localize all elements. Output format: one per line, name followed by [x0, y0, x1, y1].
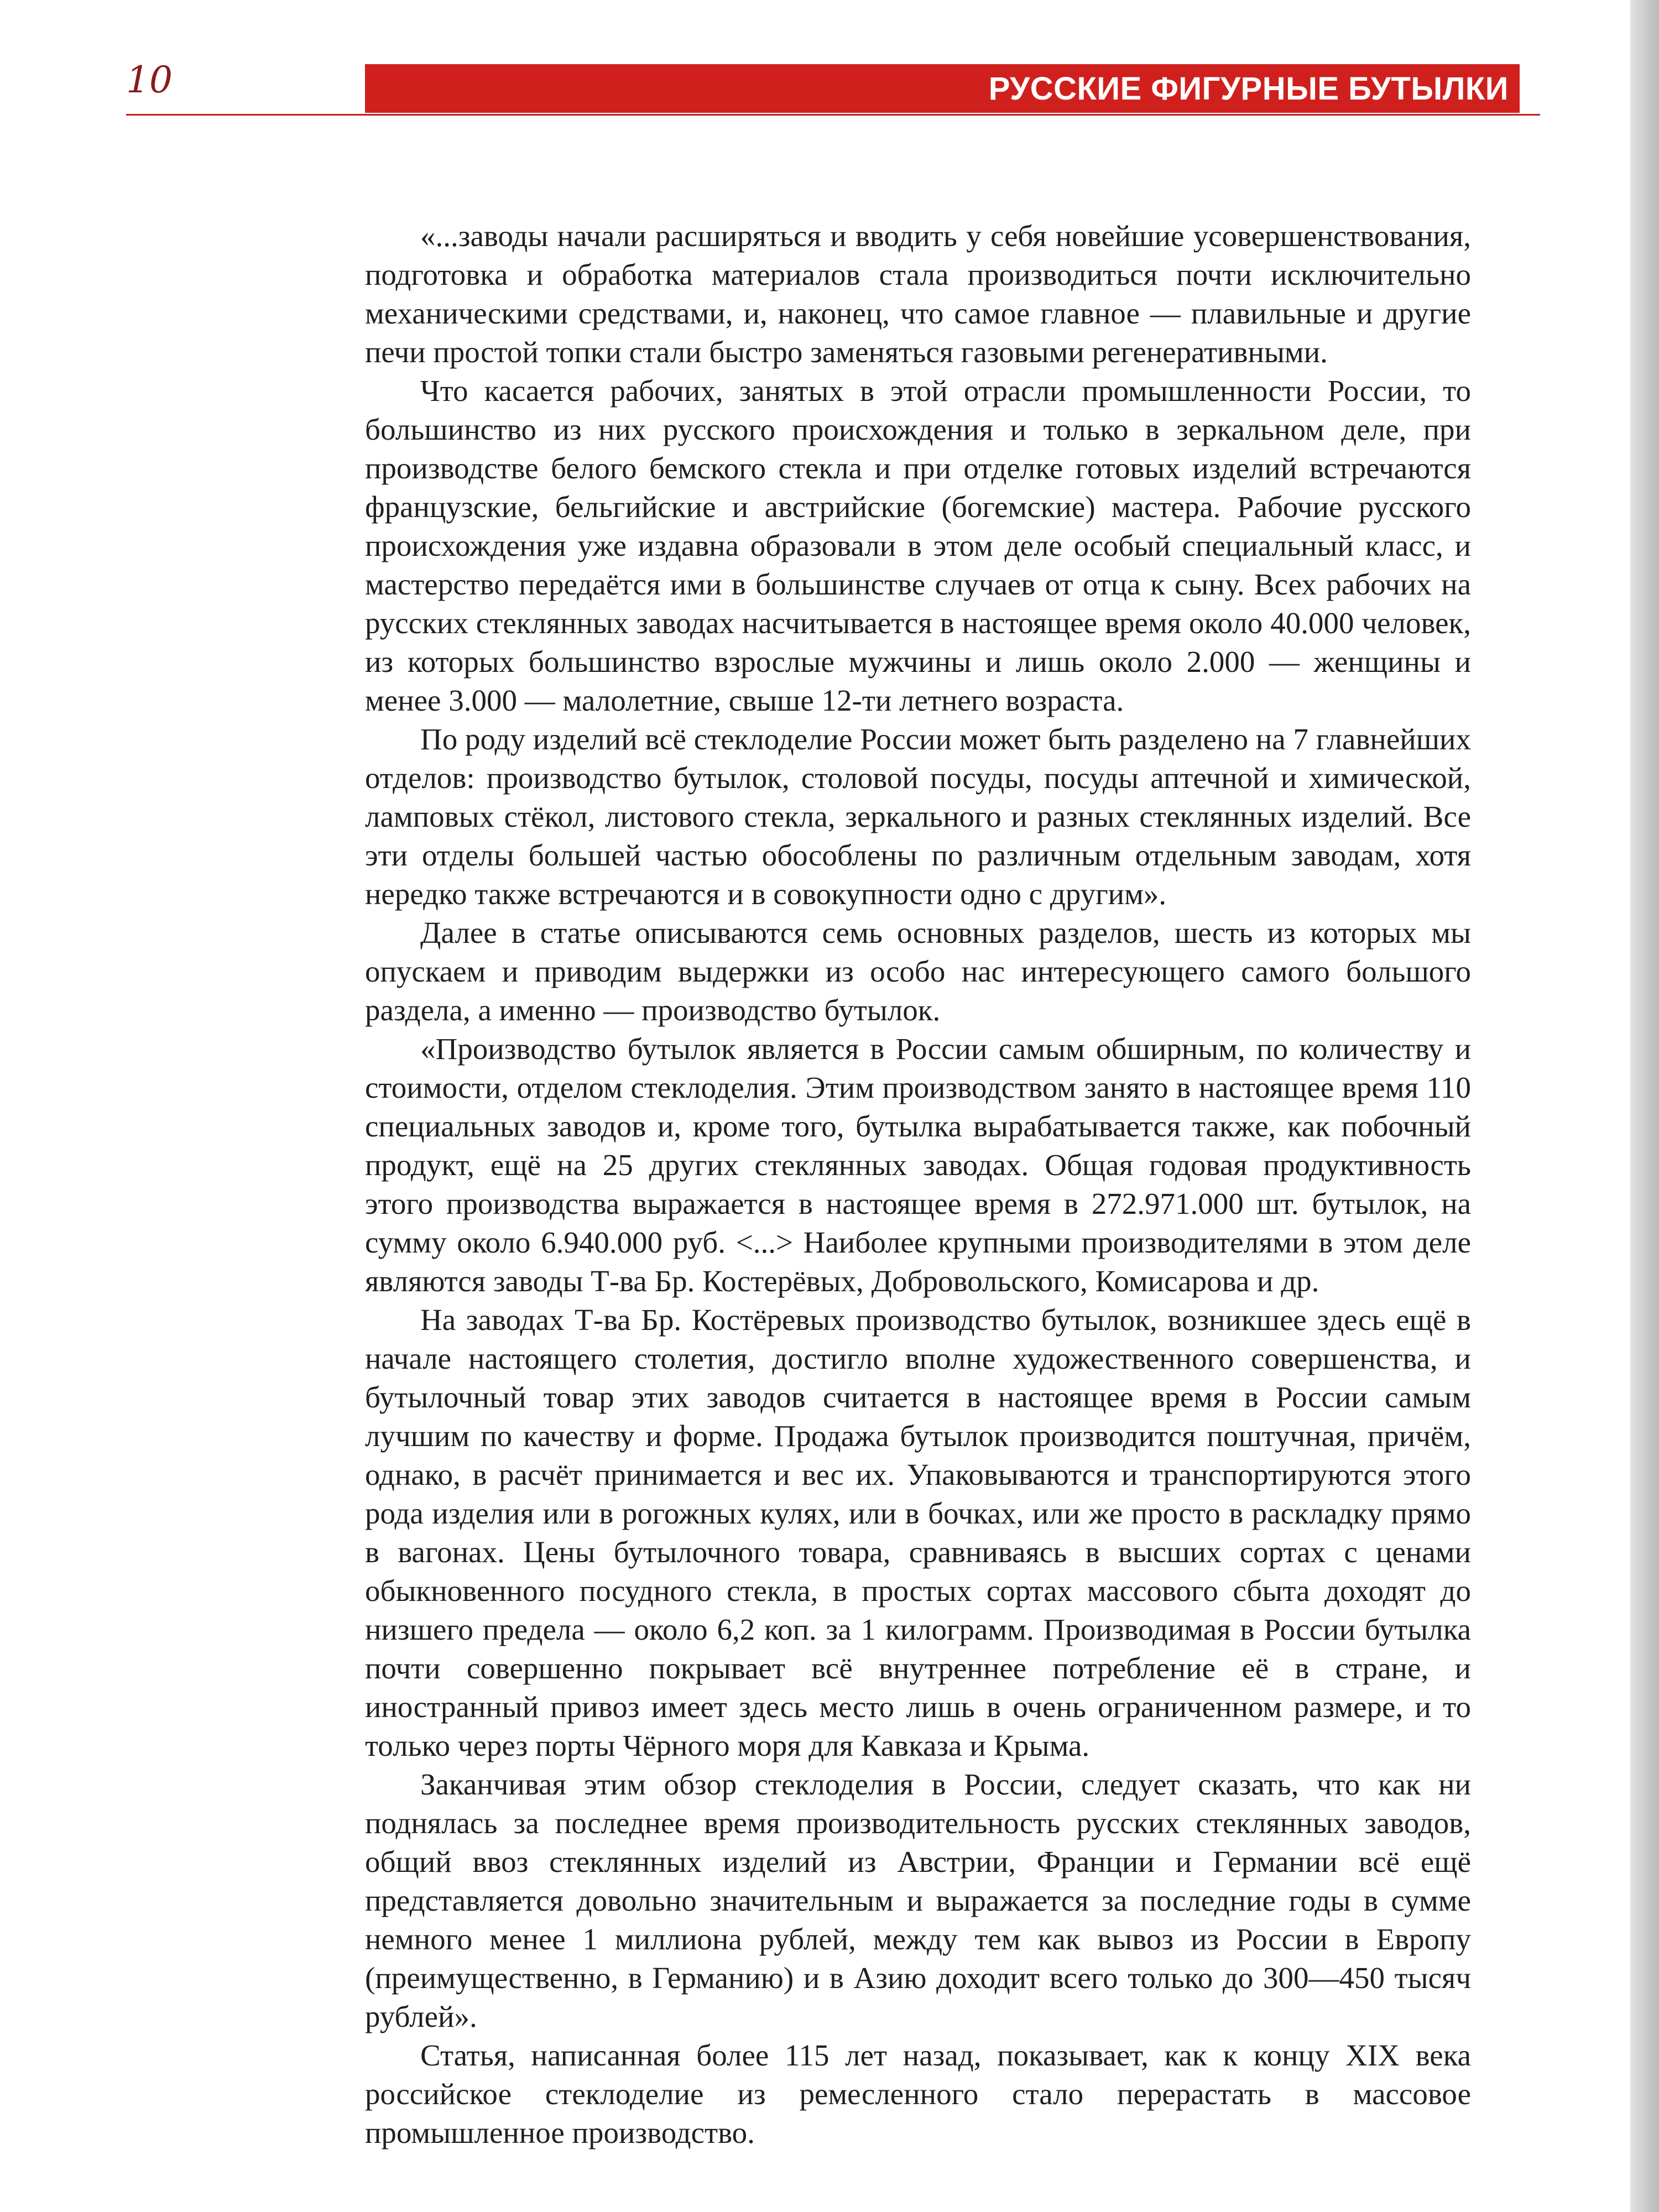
paragraph-1: «...заводы начали расширяться и вводить у себя новейшие усовершенствования, подготовка и обработка материалов стала производиться почти исключительно механическими средствами, и, наконец, что самое главное — плавильные и другие печи простой топки стали быстро заменяться газовыми регенеративными. [365, 219, 1471, 369]
paragraph-6: На заводах Т-ва Бр. Костёревых производство бутылок, возникшее здесь ещё в начале настоящего столетия, достигло вполне художественного совершенства, и бутылочный товар этих заводов считается в настоящее время в России самым лучшим по качеству и форме. Продажа бутылок производится поштучная, причём, однако, в расчёт принимается и вес их. Упаковываются и транспортируются этого рода изделия или в рогожных кулях, или в бочках, или же просто в раскладку прямо в вагонах. Цены бутылочного товара, сравниваясь в высших сортах с ценами обыкновенного посудного стекла, в простых сортах массового сбыта доходят до низшего предела — около 6,2 коп. за 1 килограмм. Производимая в России бутылка почти совершенно покрывает всё внутреннее потребление её в стране, и иностранный привоз имеет здесь место лишь в очень ограниченном размере, и то только через порты Чёрного моря для Кавказа и Крыма. [365, 1303, 1471, 1762]
article-body [365, 217, 1471, 2152]
paragraph-7: Заканчивая этим обзор стеклоделия в России, следует сказать, что как ни поднялась за последнее время производительность русских стеклянных заводов, общий ввоз стеклянных изделий из Австрии, Франции и Германии всё ещё представляется довольно значительным и выражается за последние годы в сумме немного менее 1 миллиона рублей, между тем как вывоз из России в Европу (преимущественно, в Германию) и в Азию доходит всего только до 300—450 тысяч рублей». [365, 1767, 1471, 2033]
page-number: 10 [126, 59, 173, 101]
paragraph-8: Статья, написанная более 115 лет назад, показывает, как к концу XIX века российское стеклоделие из ремесленного стало перерастать в массовое промышленное производство. [365, 2038, 1471, 2150]
page-edge-shadow [1630, 0, 1659, 2212]
paragraph-3: По роду изделий всё стеклоделие России может быть разделено на 7 главнейших отделов: производство бутылок, столовой посуды, посуды аптечной и химической, ламповых стёкол, листового стекла, зеркального и разных стеклянных изделий. Все эти отделы большей частью обособлены по различным отдельным заводам, хотя нередко также встречаются и в совокупности одно с другим». [365, 722, 1471, 911]
paragraph-4: Далее в статье описываются семь основных разделов, шесть из которых мы опускаем и приводим выдержки из особо нас интересующего самого большого раздела, а именно — производство бутылок. [365, 916, 1471, 1027]
running-header-title: РУССКИЕ ФИГУРНЫЕ БУТЫЛКИ [988, 71, 1509, 107]
header-rule [126, 114, 1540, 116]
paragraph-2: Что касается рабочих, занятых в этой отрасли промышленности России, то большинство из них русского происхождения и только в зеркальном деле, при производстве белого бемского стекла и при отделке готовых изделий встречаются французские, бельгийские и австрийские (богемские) мастера. Рабочие русского происхождения уже издавна образовали в этом деле особый специальный класс, и мастерство передаётся ими в большинстве случаев от отца к сыну. Всех рабочих на русских стеклянных заводах насчитывается в настоящее время около 40.000 человек, из которых большинство взрослые мужчины и лишь около 2.000 — женщины и менее 3.000 — малолетние, свыше 12-ти летнего возраста. [365, 374, 1471, 717]
paragraph-5: «Производство бутылок является в России самым обширным, по количеству и стоимости, отделом стеклоделия. Этим производством занято в настоящее время 110 специальных заводов и, кроме того, бутылка вырабатывается также, как побочный продукт, ещё на 25 других стеклянных заводах. Общая годовая продуктивность этого производства выражается в настоящее время в 272.971.000 шт. бутылок, на сумму около 6.940.000 руб. <...> Наиболее крупными производителями в этом деле являются заводы Т-ва Бр. Костерёвых, Добровольского, Комисарова и др. [365, 1032, 1471, 1298]
